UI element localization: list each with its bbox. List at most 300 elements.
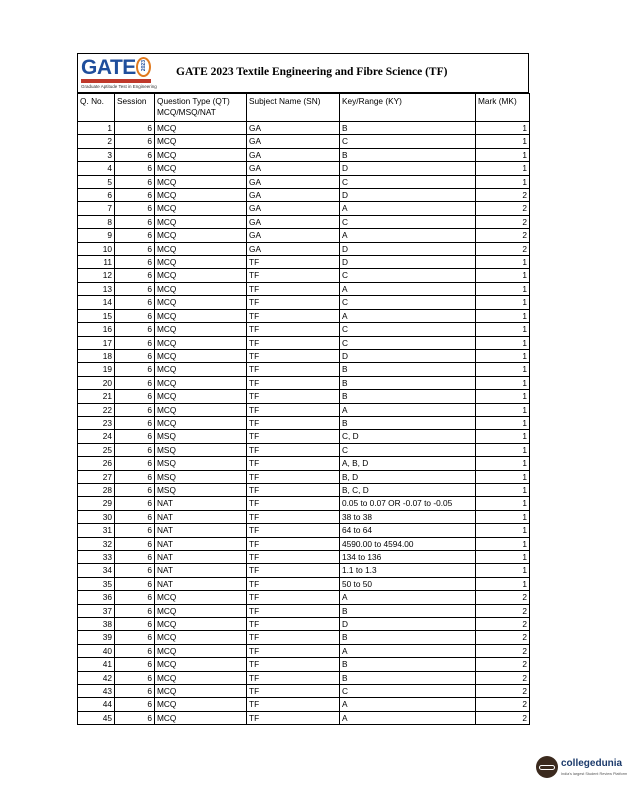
- cell-mark: 2: [476, 215, 530, 228]
- table-row: [78, 591, 530, 604]
- cell-mark: 1: [476, 323, 530, 336]
- cell-session: 6: [115, 309, 155, 322]
- cell-session: 6: [115, 577, 155, 590]
- table-row: [78, 497, 530, 510]
- cell-session: 6: [115, 229, 155, 242]
- cell-mark: 1: [476, 470, 530, 483]
- cell-qno: 37: [78, 604, 115, 617]
- cell-qno: 44: [78, 698, 115, 711]
- cell-session: 6: [115, 631, 155, 644]
- table-row: [78, 349, 530, 362]
- cell-session: 6: [115, 175, 155, 188]
- cell-mark: 1: [476, 162, 530, 175]
- cell-session: 6: [115, 470, 155, 483]
- cell-question-type: MCQ: [155, 309, 247, 322]
- cell-subject: TF: [247, 698, 340, 711]
- cell-subject: GA: [247, 215, 340, 228]
- table-row: [78, 162, 530, 175]
- cell-qno: 20: [78, 376, 115, 389]
- cell-subject: TF: [247, 577, 340, 590]
- cell-session: 6: [115, 537, 155, 550]
- cell-key: B: [340, 658, 476, 671]
- cell-mark: 1: [476, 403, 530, 416]
- table-row: [78, 256, 530, 269]
- cell-mark: 1: [476, 135, 530, 148]
- cell-question-type: MCQ: [155, 122, 247, 135]
- cell-session: 6: [115, 390, 155, 403]
- cell-mark: 1: [476, 577, 530, 590]
- cell-key: 64 to 64: [340, 524, 476, 537]
- cell-question-type: NAT: [155, 577, 247, 590]
- cell-mark: 1: [476, 269, 530, 282]
- collegedunia-logo: [536, 754, 627, 784]
- cell-session: 6: [115, 215, 155, 228]
- table-row: [78, 148, 530, 161]
- cell-qno: 17: [78, 336, 115, 349]
- cell-key: A: [340, 711, 476, 724]
- cell-qno: 6: [78, 189, 115, 202]
- cell-key: C: [340, 336, 476, 349]
- cell-session: 6: [115, 591, 155, 604]
- cell-mark: 1: [476, 443, 530, 456]
- cell-subject: TF: [247, 256, 340, 269]
- cell-key: D: [340, 256, 476, 269]
- cell-key: C: [340, 685, 476, 698]
- cell-key: B: [340, 671, 476, 684]
- cell-key: C: [340, 269, 476, 282]
- cell-key: C: [340, 175, 476, 188]
- cell-subject: TF: [247, 390, 340, 403]
- table-row: [78, 376, 530, 389]
- cell-qno: 33: [78, 551, 115, 564]
- cell-mark: 1: [476, 363, 530, 376]
- table-row: [78, 403, 530, 416]
- cell-qno: 28: [78, 483, 115, 496]
- cell-subject: GA: [247, 242, 340, 255]
- cell-qno: 29: [78, 497, 115, 510]
- cell-session: 6: [115, 685, 155, 698]
- cell-session: 6: [115, 698, 155, 711]
- cell-mark: 1: [476, 524, 530, 537]
- table-row: [78, 604, 530, 617]
- cell-subject: GA: [247, 135, 340, 148]
- cell-key: 134 to 136: [340, 551, 476, 564]
- col-header-qno: Q. No.: [78, 94, 115, 122]
- table-header-row: [78, 94, 530, 122]
- cell-question-type: MCQ: [155, 162, 247, 175]
- cell-mark: 2: [476, 644, 530, 657]
- cell-qno: 24: [78, 430, 115, 443]
- cell-session: 6: [115, 644, 155, 657]
- cell-qno: 34: [78, 564, 115, 577]
- cell-key: B: [340, 631, 476, 644]
- cell-question-type: MCQ: [155, 685, 247, 698]
- cell-key: C: [340, 296, 476, 309]
- cell-question-type: MCQ: [155, 148, 247, 161]
- cell-session: 6: [115, 189, 155, 202]
- cell-question-type: NAT: [155, 551, 247, 564]
- cell-key: B: [340, 122, 476, 135]
- cell-question-type: MCQ: [155, 618, 247, 631]
- table-row: [78, 122, 530, 135]
- cell-question-type: MCQ: [155, 323, 247, 336]
- cell-question-type: MCQ: [155, 202, 247, 215]
- cell-mark: 1: [476, 497, 530, 510]
- cell-qno: 40: [78, 644, 115, 657]
- cell-subject: TF: [247, 323, 340, 336]
- cell-session: 6: [115, 671, 155, 684]
- cell-session: 6: [115, 711, 155, 724]
- cell-mark: 2: [476, 189, 530, 202]
- cell-qno: 12: [78, 269, 115, 282]
- table-row: [78, 242, 530, 255]
- cell-subject: TF: [247, 711, 340, 724]
- cell-question-type: MCQ: [155, 631, 247, 644]
- cell-question-type: MCQ: [155, 591, 247, 604]
- table-row: [78, 296, 530, 309]
- cell-subject: GA: [247, 148, 340, 161]
- col-header-question-type: Question Type (QT) MCQ/MSQ/NAT: [155, 94, 247, 122]
- cell-session: 6: [115, 148, 155, 161]
- cell-question-type: MCQ: [155, 135, 247, 148]
- cell-subject: TF: [247, 591, 340, 604]
- cell-subject: TF: [247, 658, 340, 671]
- cell-session: 6: [115, 430, 155, 443]
- table-row: [78, 711, 530, 724]
- cell-question-type: NAT: [155, 564, 247, 577]
- cell-key: 4590.00 to 4594.00: [340, 537, 476, 550]
- cell-question-type: MSQ: [155, 443, 247, 456]
- table-row: [78, 564, 530, 577]
- cell-mark: 2: [476, 591, 530, 604]
- cell-question-type: MCQ: [155, 711, 247, 724]
- cell-question-type: NAT: [155, 524, 247, 537]
- cell-question-type: NAT: [155, 510, 247, 523]
- cell-session: 6: [115, 256, 155, 269]
- cell-mark: 1: [476, 430, 530, 443]
- cell-subject: GA: [247, 122, 340, 135]
- cell-subject: TF: [247, 403, 340, 416]
- cell-qno: 31: [78, 524, 115, 537]
- table-row: [78, 336, 530, 349]
- cell-session: 6: [115, 323, 155, 336]
- cell-key: C: [340, 323, 476, 336]
- cell-subject: GA: [247, 162, 340, 175]
- cell-key: D: [340, 349, 476, 362]
- cell-session: 6: [115, 376, 155, 389]
- cell-question-type: MCQ: [155, 390, 247, 403]
- cell-mark: 1: [476, 376, 530, 389]
- cell-subject: TF: [247, 551, 340, 564]
- cell-subject: TF: [247, 524, 340, 537]
- cell-qno: 18: [78, 349, 115, 362]
- cell-subject: TF: [247, 296, 340, 309]
- cell-subject: TF: [247, 644, 340, 657]
- cell-session: 6: [115, 551, 155, 564]
- cell-subject: TF: [247, 269, 340, 282]
- cell-qno: 9: [78, 229, 115, 242]
- cell-qno: 32: [78, 537, 115, 550]
- cell-mark: 2: [476, 658, 530, 671]
- cell-qno: 19: [78, 363, 115, 376]
- footer-slogan: India's largest Student Review Platform: [561, 772, 627, 776]
- cell-question-type: MSQ: [155, 483, 247, 496]
- cell-session: 6: [115, 416, 155, 429]
- cell-qno: 5: [78, 175, 115, 188]
- cell-session: 6: [115, 162, 155, 175]
- cell-mark: 1: [476, 148, 530, 161]
- cell-key: A: [340, 309, 476, 322]
- cell-mark: 1: [476, 510, 530, 523]
- table-row: [78, 229, 530, 242]
- table-row: [78, 671, 530, 684]
- cell-subject: TF: [247, 470, 340, 483]
- cell-question-type: MSQ: [155, 470, 247, 483]
- cell-subject: TF: [247, 282, 340, 295]
- table-row: [78, 631, 530, 644]
- cell-question-type: MCQ: [155, 296, 247, 309]
- cell-session: 6: [115, 457, 155, 470]
- cell-key: C: [340, 443, 476, 456]
- cell-subject: TF: [247, 618, 340, 631]
- cell-qno: 42: [78, 671, 115, 684]
- cell-mark: 1: [476, 282, 530, 295]
- table-row: [78, 618, 530, 631]
- cell-subject: TF: [247, 309, 340, 322]
- cell-session: 6: [115, 564, 155, 577]
- cell-mark: 1: [476, 457, 530, 470]
- gate-logo-strip: [81, 79, 151, 83]
- cell-question-type: NAT: [155, 497, 247, 510]
- cell-question-type: MCQ: [155, 698, 247, 711]
- cell-qno: 1: [78, 122, 115, 135]
- cell-key: A: [340, 229, 476, 242]
- cell-session: 6: [115, 403, 155, 416]
- cell-question-type: MCQ: [155, 256, 247, 269]
- cell-key: B: [340, 376, 476, 389]
- cell-question-type: MCQ: [155, 242, 247, 255]
- cell-qno: 25: [78, 443, 115, 456]
- cell-question-type: MCQ: [155, 644, 247, 657]
- footer-brand: collegedunia: [561, 758, 623, 769]
- cell-mark: 1: [476, 483, 530, 496]
- cell-mark: 2: [476, 698, 530, 711]
- cell-mark: 1: [476, 175, 530, 188]
- table-row: [78, 416, 530, 429]
- cell-question-type: MCQ: [155, 376, 247, 389]
- cell-session: 6: [115, 604, 155, 617]
- cell-subject: TF: [247, 457, 340, 470]
- cell-qno: 43: [78, 685, 115, 698]
- cell-session: 6: [115, 658, 155, 671]
- cell-qno: 15: [78, 309, 115, 322]
- cell-question-type: MCQ: [155, 282, 247, 295]
- cell-mark: 1: [476, 336, 530, 349]
- answer-key-sheet: [77, 53, 529, 725]
- cell-qno: 22: [78, 403, 115, 416]
- cell-key: B: [340, 604, 476, 617]
- cell-subject: TF: [247, 604, 340, 617]
- table-row: [78, 215, 530, 228]
- cell-session: 6: [115, 363, 155, 376]
- table-row: [78, 189, 530, 202]
- cell-mark: 2: [476, 671, 530, 684]
- cell-qno: 23: [78, 416, 115, 429]
- cell-qno: 41: [78, 658, 115, 671]
- cell-qno: 27: [78, 470, 115, 483]
- cell-subject: TF: [247, 376, 340, 389]
- cell-session: 6: [115, 497, 155, 510]
- col-header-mark: Mark (MK): [476, 94, 530, 122]
- cell-key: C: [340, 135, 476, 148]
- table-row: [78, 269, 530, 282]
- table-row: [78, 135, 530, 148]
- cell-mark: 1: [476, 537, 530, 550]
- gate-logo-tagline: Graduate Aptitude Test in Engineering: [81, 84, 157, 89]
- col-header-subject: Subject Name (SN): [247, 94, 340, 122]
- col-header-key: Key/Range (KY): [340, 94, 476, 122]
- cell-key: A: [340, 698, 476, 711]
- cell-qno: 35: [78, 577, 115, 590]
- cell-session: 6: [115, 242, 155, 255]
- cell-subject: GA: [247, 175, 340, 188]
- cell-key: 50 to 50: [340, 577, 476, 590]
- table-row: [78, 282, 530, 295]
- cell-question-type: MCQ: [155, 416, 247, 429]
- cell-subject: TF: [247, 349, 340, 362]
- cell-mark: 1: [476, 296, 530, 309]
- cell-subject: GA: [247, 202, 340, 215]
- table-row: [78, 644, 530, 657]
- cell-subject: TF: [247, 430, 340, 443]
- cell-key: B: [340, 416, 476, 429]
- cell-key: A: [340, 403, 476, 416]
- cell-mark: 2: [476, 202, 530, 215]
- cell-qno: 3: [78, 148, 115, 161]
- cell-mark: 1: [476, 390, 530, 403]
- table-row: [78, 524, 530, 537]
- cell-key: B, C, D: [340, 483, 476, 496]
- cell-qno: 13: [78, 282, 115, 295]
- table-row: [78, 323, 530, 336]
- cell-subject: TF: [247, 510, 340, 523]
- cell-qno: 16: [78, 323, 115, 336]
- cell-qno: 30: [78, 510, 115, 523]
- table-row: [78, 202, 530, 215]
- table-row: [78, 443, 530, 456]
- cell-key: 38 to 38: [340, 510, 476, 523]
- cell-subject: TF: [247, 564, 340, 577]
- cell-qno: 4: [78, 162, 115, 175]
- table-row: [78, 470, 530, 483]
- cell-key: C, D: [340, 430, 476, 443]
- cell-session: 6: [115, 510, 155, 523]
- cell-subject: TF: [247, 416, 340, 429]
- cell-session: 6: [115, 524, 155, 537]
- sheet-header: [77, 53, 529, 93]
- gate-logo: [80, 56, 157, 90]
- cell-key: B: [340, 363, 476, 376]
- cell-question-type: MCQ: [155, 403, 247, 416]
- cell-session: 6: [115, 483, 155, 496]
- cell-mark: 2: [476, 685, 530, 698]
- cell-session: 6: [115, 336, 155, 349]
- cell-subject: GA: [247, 189, 340, 202]
- table-row: [78, 363, 530, 376]
- cell-question-type: MSQ: [155, 430, 247, 443]
- cell-key: D: [340, 618, 476, 631]
- cell-session: 6: [115, 282, 155, 295]
- cell-qno: 21: [78, 390, 115, 403]
- cell-mark: 1: [476, 122, 530, 135]
- cell-qno: 38: [78, 618, 115, 631]
- table-row: [78, 390, 530, 403]
- cell-session: 6: [115, 135, 155, 148]
- cell-question-type: MSQ: [155, 457, 247, 470]
- cell-mark: 2: [476, 604, 530, 617]
- cell-key: 0.05 to 0.07 OR -0.07 to -0.05: [340, 497, 476, 510]
- table-row: [78, 309, 530, 322]
- table-row: [78, 551, 530, 564]
- cell-key: B: [340, 390, 476, 403]
- cell-subject: TF: [247, 443, 340, 456]
- cell-key: A: [340, 591, 476, 604]
- cell-question-type: MCQ: [155, 269, 247, 282]
- cell-qno: 2: [78, 135, 115, 148]
- cell-question-type: MCQ: [155, 349, 247, 362]
- table-row: [78, 510, 530, 523]
- col-header-session: Session: [115, 94, 155, 122]
- cell-session: 6: [115, 349, 155, 362]
- cell-key: A: [340, 644, 476, 657]
- cell-subject: TF: [247, 631, 340, 644]
- cell-key: A: [340, 202, 476, 215]
- cell-qno: 10: [78, 242, 115, 255]
- cell-question-type: MCQ: [155, 215, 247, 228]
- cell-qno: 39: [78, 631, 115, 644]
- cell-session: 6: [115, 269, 155, 282]
- cell-question-type: MCQ: [155, 363, 247, 376]
- cell-subject: TF: [247, 685, 340, 698]
- cell-key: D: [340, 242, 476, 255]
- cell-qno: 8: [78, 215, 115, 228]
- cell-question-type: NAT: [155, 537, 247, 550]
- table-row: [78, 430, 530, 443]
- cell-qno: 26: [78, 457, 115, 470]
- cell-session: 6: [115, 443, 155, 456]
- cell-question-type: MCQ: [155, 175, 247, 188]
- table-row: [78, 577, 530, 590]
- table-row: [78, 685, 530, 698]
- gate-logo-text: GATE: [81, 56, 136, 79]
- cell-mark: 2: [476, 242, 530, 255]
- cell-qno: 11: [78, 256, 115, 269]
- table-row: [78, 175, 530, 188]
- cell-key: B, D: [340, 470, 476, 483]
- cell-subject: TF: [247, 537, 340, 550]
- cell-question-type: MCQ: [155, 336, 247, 349]
- table-row: [78, 658, 530, 671]
- cell-question-type: MCQ: [155, 604, 247, 617]
- mascot-icon: [536, 756, 558, 778]
- cell-mark: 1: [476, 551, 530, 564]
- cell-qno: 7: [78, 202, 115, 215]
- cell-qno: 36: [78, 591, 115, 604]
- cell-mark: 1: [476, 309, 530, 322]
- cell-subject: TF: [247, 336, 340, 349]
- table-row: [78, 698, 530, 711]
- cell-subject: TF: [247, 497, 340, 510]
